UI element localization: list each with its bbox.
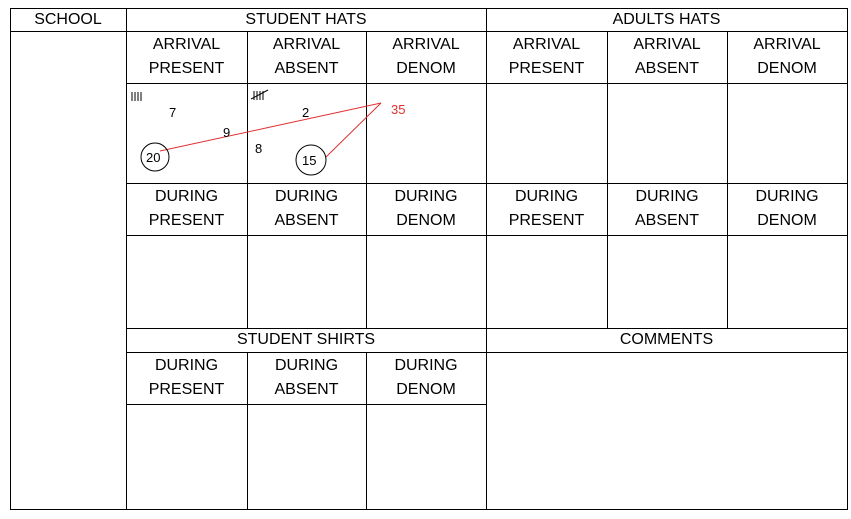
student-arrival-present-header (126, 31, 247, 83)
denominator-number: 35 (391, 102, 406, 117)
adults-arrival-present-header (486, 31, 607, 83)
comments-header (486, 328, 847, 352)
absent-total: 15 (302, 153, 317, 168)
grid-line (10, 509, 847, 510)
shirts-during-present-line1: DURING (154, 357, 219, 374)
adults-arrival-denom-line1: ARRIVAL (753, 36, 821, 53)
absent-second-number: 8 (255, 141, 263, 156)
grid-line (366, 352, 367, 510)
absent-total-circle (296, 145, 326, 175)
student-arrival-denom-line2: DENOM (396, 60, 456, 77)
student-during-absent-line1: DURING (274, 188, 339, 205)
present-total-circle (141, 143, 169, 171)
shirts-during-denom-line2: DENOM (396, 381, 456, 398)
student-during-denom-line2: DENOM (396, 212, 456, 229)
adults-during-absent-line2: ABSENT (634, 212, 699, 229)
adults-during-present-line2: PRESENT (508, 212, 585, 229)
adults-hats-header-label: ADULTS HATS (612, 10, 721, 28)
shirts-during-present-line2: PRESENT (148, 381, 225, 398)
student-arrival-present-line2: PRESENT (148, 60, 225, 77)
student-arrival-absent-line1: ARRIVAL (272, 36, 341, 53)
adults-during-absent-line1: DURING (635, 188, 699, 205)
student-hats-header-label: STUDENT HATS (245, 10, 367, 28)
shirts-during-absent-line2: ABSENT (274, 381, 339, 398)
student-during-present-header (126, 183, 247, 235)
student-shirts-header-label: STUDENT SHIRTS (236, 331, 376, 348)
student-arrival-absent-header (247, 31, 366, 83)
student-arrival-denom-header (366, 31, 486, 83)
tally-marks-absent (251, 90, 268, 100)
grid-line (247, 31, 248, 328)
middle-number: 9 (223, 125, 231, 140)
adults-hats-header (486, 8, 847, 31)
grid-line (126, 8, 127, 510)
shirts-during-denom-line1: DURING (394, 357, 458, 374)
grid-line (10, 8, 11, 510)
grid-line (10, 31, 847, 32)
adults-arrival-absent-line2: ABSENT (634, 60, 699, 77)
shirts-during-denom-header (366, 352, 486, 404)
grid-line (727, 31, 728, 328)
school-header-label: SCHOOL (34, 10, 102, 28)
adults-arrival-present-line1: ARRIVAL (512, 36, 581, 53)
grid-line (126, 404, 486, 405)
adults-during-present-header (486, 183, 607, 235)
grid-line (607, 31, 608, 328)
grid-line (847, 8, 848, 510)
adults-during-denom-line1: DURING (755, 188, 819, 205)
shirts-during-absent-header (247, 352, 366, 404)
student-during-present-line2: PRESENT (148, 212, 225, 229)
adults-during-denom-header (727, 183, 847, 235)
student-during-present-line1: DURING (154, 188, 219, 205)
shirts-during-absent-line1: DURING (274, 357, 339, 374)
present-total: 20 (146, 150, 161, 165)
student-arrival-present-line1: ARRIVAL (152, 36, 221, 53)
student-arrival-denom-line1: ARRIVAL (392, 36, 460, 53)
connector-lines (160, 103, 381, 157)
adults-during-denom-line2: DENOM (757, 212, 817, 229)
student-shirts-header (126, 328, 486, 352)
comments-header-label: COMMENTS (619, 331, 714, 348)
grid-line (10, 8, 847, 9)
present-number: 7 (169, 105, 177, 120)
student-arrival-absent-line2: ABSENT (274, 60, 339, 77)
adults-during-absent-header (607, 183, 727, 235)
adults-arrival-denom-header (727, 31, 847, 83)
adults-arrival-absent-line1: ARRIVAL (633, 36, 701, 53)
school-header (10, 8, 126, 31)
adults-arrival-present-line2: PRESENT (508, 60, 585, 77)
adults-arrival-absent-header (607, 31, 727, 83)
absent-number: 2 (302, 105, 310, 120)
student-hats-header (126, 8, 486, 31)
shirts-during-present-header (126, 352, 247, 404)
adults-during-present-line1: DURING (514, 188, 579, 205)
student-during-absent-header (247, 183, 366, 235)
grid-line (247, 352, 248, 510)
adults-arrival-denom-line2: DENOM (757, 60, 817, 77)
grid-line (486, 8, 487, 510)
grid-line (366, 31, 367, 328)
student-during-denom-line1: DURING (394, 188, 458, 205)
student-during-absent-line2: ABSENT (274, 212, 339, 229)
tally-marks-present (132, 92, 141, 101)
student-during-denom-header (366, 183, 486, 235)
